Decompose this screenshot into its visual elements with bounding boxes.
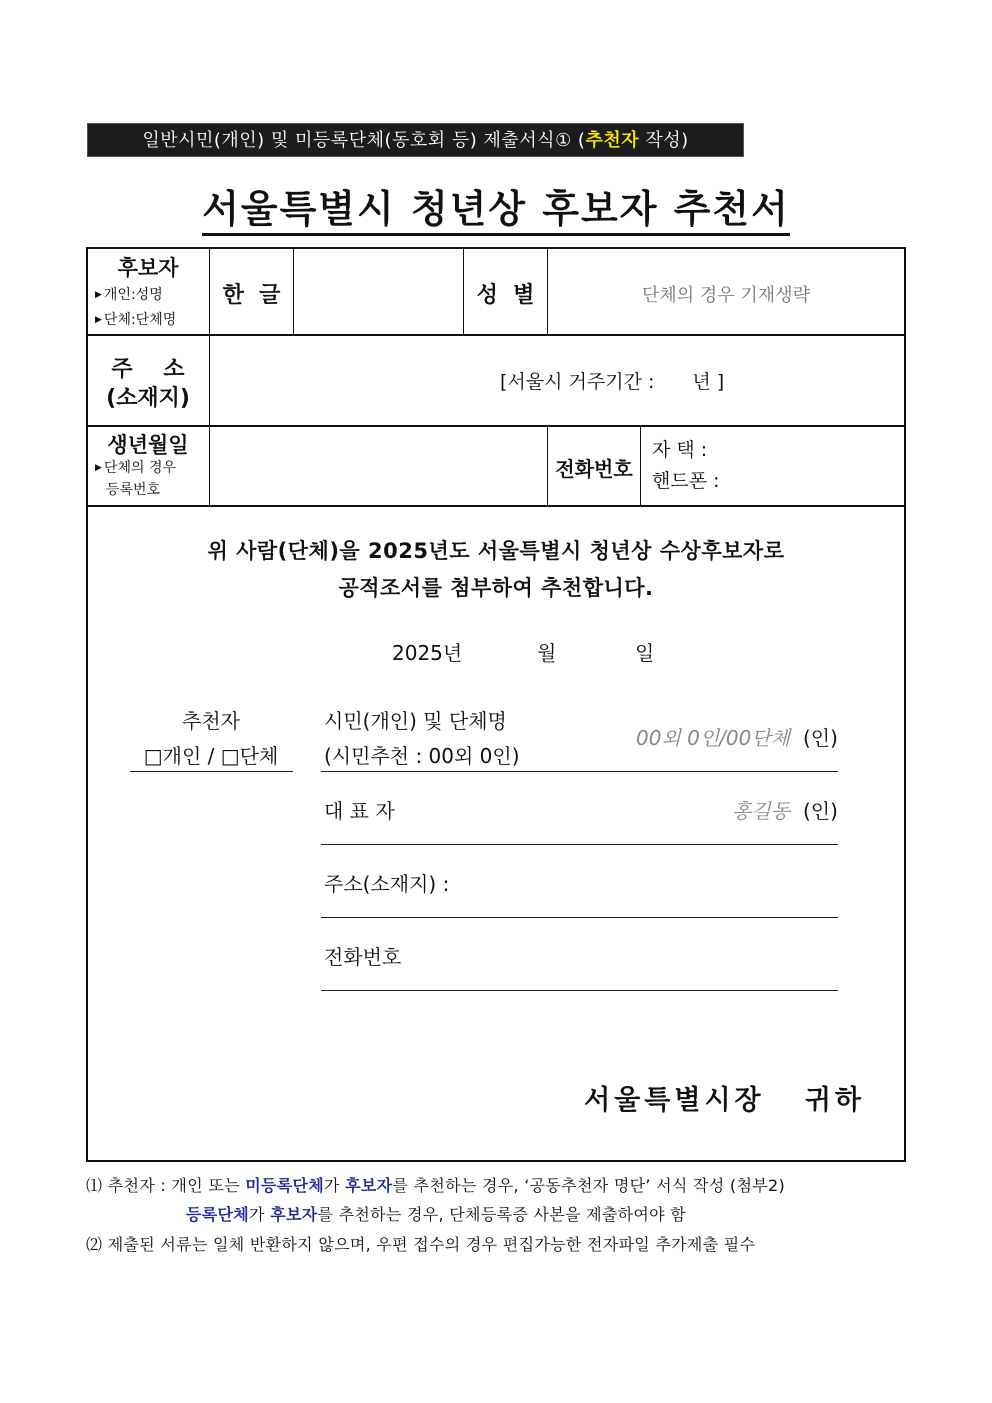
footnote-1-line2-b: 가 <box>249 1205 271 1224</box>
residence-period-prefix: [서울시 거주기간 : <box>500 371 655 393</box>
recommender-phone-label[interactable]: 전화번호 <box>324 945 402 969</box>
document-title-text: 서울특별시 청년상 후보자 추천서 <box>202 187 790 236</box>
citizen-underline <box>321 771 838 772</box>
gender-label: 성 별 <box>476 283 535 308</box>
banner-suffix: 작성) <box>639 130 689 151</box>
home-phone-label: 자 택 : <box>652 439 708 461</box>
addressee: 서울특별시장 귀하 <box>584 1085 865 1116</box>
residence-period-unit: 년 ] <box>692 371 725 393</box>
name-label: 한 글 <box>222 283 281 308</box>
candidate-note-individual <box>95 284 163 306</box>
mobile-phone-label: 핸드폰 : <box>652 470 720 492</box>
footnote-2-marker: ⑵ <box>86 1235 103 1254</box>
footnote-2 <box>86 1232 755 1255</box>
birth-note-text: 단체의 경우 <box>103 460 176 476</box>
recommender-type-checkboxes[interactable]: □개인 / □단체 <box>143 744 279 768</box>
footnote-1-registered: 등록단체 <box>186 1205 250 1224</box>
footnote-1-line-2 <box>186 1202 686 1225</box>
footnote-1-unregistered: 미등록단체 <box>245 1176 325 1195</box>
representative-label: 대 표 자 <box>324 799 395 823</box>
candidate-label: 후보자 <box>117 256 179 280</box>
representative-underline <box>321 844 838 845</box>
address-label: 주 소 <box>111 357 185 382</box>
statement-line-2: 공적조서를 첨부하여 추천합니다. <box>338 576 654 600</box>
recommender-type-underline <box>130 771 293 772</box>
recommender-address-label[interactable]: 주소(소재지) : <box>324 872 450 896</box>
date-day: 일 <box>635 641 655 665</box>
candidate-note-group <box>95 309 176 331</box>
footnote-1-text-a: 추천자 : 개인 또는 <box>107 1176 246 1195</box>
triangle-bullet-icon: ▶ <box>95 463 102 473</box>
col-divider-phone <box>640 425 641 505</box>
address-underline <box>321 917 838 918</box>
footnote-1-text-e: 를 추천하는 경우, ‘공동추천자 명단’ 서식 작성 (첨부2) <box>392 1176 785 1195</box>
banner-highlight: 추천자 <box>585 130 640 151</box>
birth-note <box>95 457 176 479</box>
footnote-1 <box>86 1173 785 1196</box>
footnote-2-text: 제출된 서류는 일체 반환하지 않으며, 우편 접수의 경우 편집가능한 전자파일 추가제출 필수 <box>107 1235 756 1254</box>
footnote-1-marker: ⑴ <box>86 1176 103 1195</box>
phone-underline <box>321 990 838 991</box>
gender-hint: 단체의 경우 기재생략 <box>642 285 810 306</box>
statement-line-1: 위 사람(단체)을 2025년도 서울특별시 청년상 수상후보자로 <box>207 539 785 563</box>
banner-prefix: 일반시민(개인) 및 미등록단체(동호회 등) 제출서식① ( <box>142 130 586 151</box>
footnote-1-line2-d: 를 추천하는 경우, 단체등록증 사본을 제출하여야 함 <box>317 1205 687 1224</box>
citizen-seal: (인) <box>803 726 838 750</box>
birth-label: 생년월일 <box>107 433 189 457</box>
triangle-bullet-icon: ▶ <box>95 315 102 325</box>
phone-label: 전화번호 <box>555 457 633 481</box>
citizen-sublabel: (시민추천 : 00외 0인) <box>324 744 520 768</box>
footnote-1-text-c: 가 <box>324 1176 346 1195</box>
form-type-banner <box>87 123 744 157</box>
date-month: 월 <box>537 641 557 665</box>
representative-seal: (인) <box>803 799 838 823</box>
residence-period[interactable] <box>500 367 724 394</box>
row-divider-3 <box>86 505 906 507</box>
representative-example[interactable]: 홍길동 <box>732 799 790 823</box>
candidate-note-individual-text: 개인:성명 <box>103 287 163 303</box>
col-divider-name-label <box>293 247 294 335</box>
birth-note-2: 등록번호 <box>106 482 161 498</box>
triangle-bullet-icon: ▶ <box>95 290 102 300</box>
footnote-1-line2-candidate: 후보자 <box>270 1205 318 1224</box>
citizen-label: 시민(개인) 및 단체명 <box>324 709 507 733</box>
candidate-note-group-text: 단체:단체명 <box>103 312 177 328</box>
date-year: 2025년 <box>392 641 463 665</box>
document-title <box>0 178 992 233</box>
address-sublabel: (소재지) <box>106 386 190 411</box>
footnote-1-candidate: 후보자 <box>345 1176 393 1195</box>
recommender-label: 추천자 <box>182 709 240 733</box>
citizen-example[interactable]: 00외 0인/00단체 <box>636 726 790 750</box>
